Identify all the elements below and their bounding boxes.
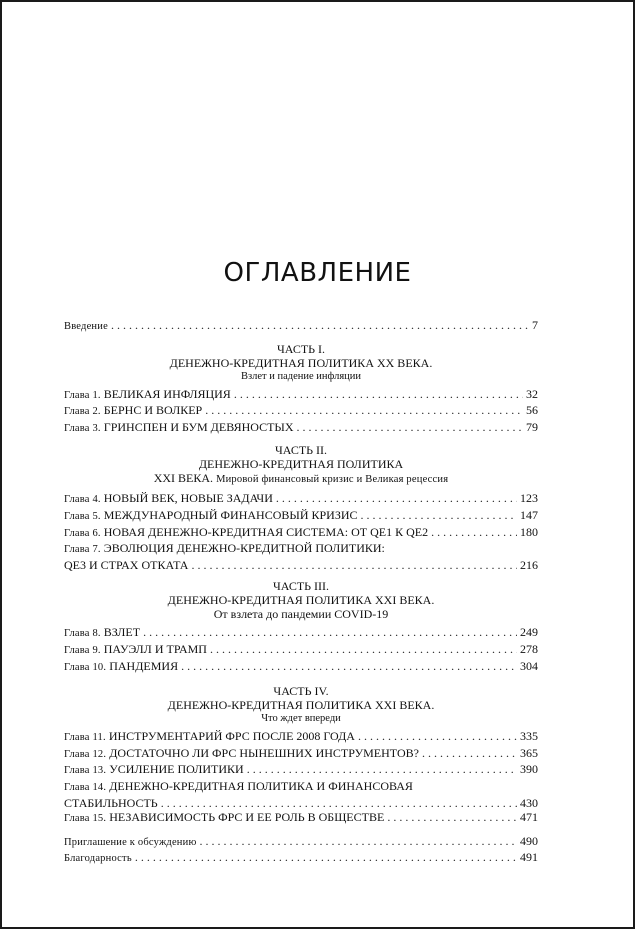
part-subtitle: Что ждет впереди xyxy=(261,713,341,725)
toc-entry-chapter-8[interactable] xyxy=(64,625,538,642)
chapter-title: БЕРНС И ВОЛКЕР xyxy=(103,403,203,418)
chapter-title: НОВАЯ ДЕНЕЖНО-КРЕДИТНАЯ СИСТЕМА: ОТ QE1 К QE2 xyxy=(103,524,429,539)
part-label: ЧАСТЬ III. xyxy=(272,579,330,594)
part-label: ЧАСТЬ IV. xyxy=(273,684,329,699)
chapter-page: 180 xyxy=(520,524,538,539)
chapter-label: Глава 6. xyxy=(64,527,101,539)
chapter-label: Глава 12. xyxy=(64,748,107,760)
toc-entry-acknowledgements[interactable] xyxy=(64,850,538,867)
chapter-title: ПАНДЕМИЯ xyxy=(109,658,179,673)
chapter-label: Глава 10. xyxy=(64,661,107,673)
toc-entry-label: Благодарность xyxy=(64,853,132,865)
chapter-page: 430 xyxy=(520,795,538,810)
toc-entry-chapter-14-line2[interactable] xyxy=(64,796,538,811)
page-title: ОГЛАВЛЕНИЕ xyxy=(223,258,412,288)
chapter-title: МЕЖДУНАРОДНЫЙ ФИНАНСОВЫЙ КРИЗИС xyxy=(103,507,358,522)
dot-leader xyxy=(431,525,517,540)
toc-entry-chapter-12[interactable] xyxy=(64,746,538,763)
dot-leader xyxy=(422,746,517,761)
toc-entry-chapter-3[interactable] xyxy=(64,420,538,437)
toc-entry-chapter-7-line1[interactable] xyxy=(64,541,538,558)
chapter-page: 471 xyxy=(520,810,538,825)
chapter-title: УСИЛЕНИЕ ПОЛИТИКИ xyxy=(109,762,244,777)
toc-entry-chapter-13[interactable] xyxy=(64,762,538,779)
toc-entry-page: 491 xyxy=(520,850,538,865)
dot-leader xyxy=(297,420,523,435)
dot-leader xyxy=(276,491,517,506)
toc-entry-label: Введение xyxy=(64,321,108,332)
chapter-page: 56 xyxy=(526,403,538,418)
toc-entry-label: Приглашение к обсуждению xyxy=(64,836,197,848)
chapter-title: ИНСТРУМЕНТАРИЙ ФРС ПОСЛЕ 2008 ГОДА xyxy=(108,729,355,744)
chapter-title-cont: СТАБИЛЬНОСТЬ xyxy=(64,795,158,810)
dot-leader xyxy=(135,850,517,865)
toc-entry-intro[interactable] xyxy=(64,318,538,335)
chapter-label: Глава 1. xyxy=(64,389,101,401)
dot-leader xyxy=(161,796,517,811)
dot-leader xyxy=(111,318,529,333)
chapter-label: Глава 2. xyxy=(64,406,101,418)
chapter-page: 147 xyxy=(520,507,538,522)
part-label: ЧАСТЬ I. xyxy=(276,341,326,356)
dot-leader xyxy=(205,403,523,418)
toc-entry-chapter-1[interactable] xyxy=(64,387,538,404)
part-label: ЧАСТЬ II. xyxy=(274,443,328,458)
chapter-label: Глава 14. xyxy=(64,781,107,793)
dot-leader xyxy=(143,625,517,640)
chapter-page: 278 xyxy=(520,641,538,656)
toc-entry-chapter-10[interactable] xyxy=(64,659,538,676)
dot-leader xyxy=(200,834,518,849)
chapter-label: Глава 5. xyxy=(64,510,101,522)
part-subtitle: Взлет и падение инфляции xyxy=(240,370,362,382)
toc-entry-chapter-7-line2[interactable] xyxy=(64,558,538,573)
chapter-title: ПАУЭЛЛ И ТРАМП xyxy=(103,641,207,656)
chapter-title: НОВЫЙ ВЕК, НОВЫЕ ЗАДАЧИ xyxy=(103,491,273,506)
chapter-title: ДОСТАТОЧНО ЛИ ФРС НЫНЕШНИХ ИНСТРУМЕНТОВ? xyxy=(109,745,419,760)
chapter-label: Глава 8. xyxy=(64,628,101,640)
chapter-page: 304 xyxy=(520,658,538,673)
part-heading: ДЕНЕЖНО-КРЕДИТНАЯ ПОЛИТИКА xyxy=(198,457,404,472)
chapter-title: ЭВОЛЮЦИЯ ДЕНЕЖНО-КРЕДИТНОЙ ПОЛИТИКИ: xyxy=(103,541,385,556)
chapter-page: 216 xyxy=(520,557,538,572)
chapter-page: 335 xyxy=(520,729,538,744)
chapter-title-cont: QE3 И СТРАХ ОТКАТА xyxy=(64,557,189,572)
chapter-title: ДЕНЕЖНО-КРЕДИТНАЯ ПОЛИТИКА И ФИНАНСОВАЯ xyxy=(109,778,413,793)
chapter-page: 365 xyxy=(520,745,538,760)
part-heading: ДЕНЕЖНО-КРЕДИТНАЯ ПОЛИТИКА XXI ВЕКА. xyxy=(167,698,435,713)
chapter-label: Глава 15. xyxy=(64,813,107,825)
dot-leader xyxy=(191,558,517,573)
part-heading-cont: XXI ВЕКА. xyxy=(153,471,214,486)
dot-leader xyxy=(361,508,517,523)
toc-entry-chapter-15[interactable] xyxy=(64,810,538,827)
toc-entry-page: 7 xyxy=(532,318,538,332)
part-heading-line2 xyxy=(64,471,538,487)
toc-entry-page: 490 xyxy=(520,833,538,848)
toc-entry-discussion[interactable] xyxy=(64,834,538,851)
chapter-label: Глава 4. xyxy=(64,494,101,506)
dot-leader xyxy=(247,762,517,777)
toc-entry-chapter-4[interactable] xyxy=(64,491,538,508)
chapter-label: Глава 7. xyxy=(64,544,101,556)
chapter-title: ГРИНСПЕН И БУМ ДЕВЯНОСТЫХ xyxy=(103,419,294,434)
chapter-page: 32 xyxy=(526,386,538,401)
chapter-label: Глава 13. xyxy=(64,765,107,777)
toc-entry-chapter-11[interactable] xyxy=(64,729,538,746)
part-subtitle: От взлета до пандемии COVID-19 xyxy=(213,607,389,622)
toc-entry-chapter-14-line1[interactable] xyxy=(64,779,538,796)
toc-entry-chapter-9[interactable] xyxy=(64,642,538,659)
chapter-label: Глава 3. xyxy=(64,422,101,434)
chapter-title: ВЗЛЕТ xyxy=(103,625,141,640)
dot-leader xyxy=(181,659,517,674)
toc-entry-chapter-2[interactable] xyxy=(64,403,538,420)
chapter-title: ВЕЛИКАЯ ИНФЛЯЦИЯ xyxy=(103,386,231,401)
dot-leader xyxy=(358,729,517,744)
toc-entry-chapter-5[interactable] xyxy=(64,508,538,525)
dot-leader xyxy=(234,387,523,402)
dot-leader xyxy=(210,642,517,657)
chapter-page: 390 xyxy=(520,762,538,777)
chapter-label: Глава 9. xyxy=(64,644,101,656)
chapter-page: 249 xyxy=(520,625,538,640)
part-subtitle: Мировой финансовый кризис и Великая рецессия xyxy=(216,474,449,486)
chapter-label: Глава 11. xyxy=(64,732,106,744)
part-heading: ДЕНЕЖНО-КРЕДИТНАЯ ПОЛИТИКА XXI ВЕКА. xyxy=(167,593,435,608)
toc-entry-chapter-6[interactable] xyxy=(64,525,538,542)
chapter-page: 123 xyxy=(520,491,538,506)
chapter-title: НЕЗАВИСИМОСТЬ ФРС И ЕЕ РОЛЬ В ОБЩЕСТВЕ xyxy=(109,810,385,825)
chapter-page: 79 xyxy=(526,419,538,434)
table-of-contents xyxy=(64,318,538,867)
dot-leader xyxy=(387,810,517,825)
part-heading: ДЕНЕЖНО-КРЕДИТНАЯ ПОЛИТИКА XX ВЕКА. xyxy=(169,355,433,370)
